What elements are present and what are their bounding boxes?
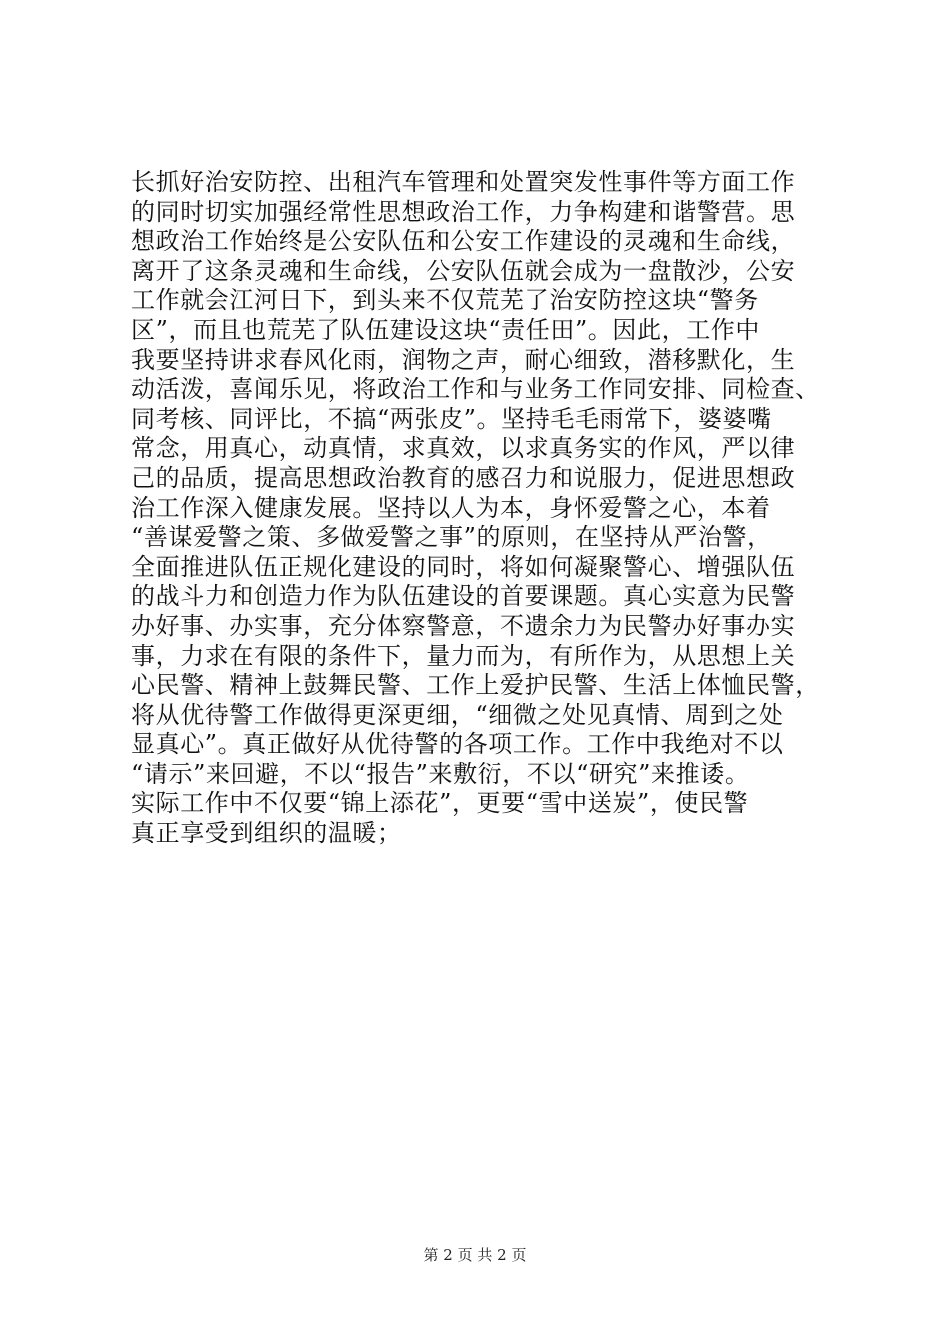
text-line: 办好事、办实事，充分体察警意，不遗余力为民警办好事办实	[131, 611, 796, 640]
text-line: 事，力求在有限的条件下，量力而为，有所作为，从思想上关	[131, 641, 796, 670]
text-line: 区”，而且也荒芜了队伍建设这块“责任田”。因此，工作中	[131, 315, 761, 344]
text-line: 长抓好治安防控、出租汽车管理和处置突发性事件等方面工作	[131, 168, 796, 196]
text-line: “请示”来回避，不以“报告”来敷衍，不以“研究”来推诿。	[131, 759, 750, 788]
page-number-label: 第 2 页 共 2 页	[423, 1246, 527, 1264]
text-line: “善谋爱警之策、多做爱警之事”的原则，在坚持从严治警，	[131, 523, 772, 552]
text-line: 离开了这条灵魂和生命线，公安队伍就会成为一盘散沙，公安	[131, 256, 796, 285]
text-line: 的同时切实加强经常性思想政治工作，力争构建和谐警营。思	[131, 197, 796, 226]
text-line: 的战斗力和创造力作为队伍建设的首要课题。真心实意为民警	[131, 582, 796, 611]
text-line: 想政治工作始终是公安队伍和公安工作建设的灵魂和生命线，	[131, 227, 796, 256]
text-line: 全面推进队伍正规化建设的同时，将如何凝聚警心、增强队伍	[131, 552, 796, 581]
body-paragraph	[131, 168, 831, 849]
text-line: 我要坚持讲求春风化雨，润物之声，耐心细致，潜移默化，生	[131, 345, 796, 374]
text-line: 显真心”。真正做好从优待警的各项工作。工作中我绝对不以	[131, 730, 784, 759]
text-line: 心民警、精神上鼓舞民警、工作上爱护民警、生活上体恤民警，	[131, 671, 820, 700]
text-line: 治工作深入健康发展。坚持以人为本，身怀爱警之心，本着	[131, 493, 771, 522]
text-line: 动活泼，喜闻乐见，将政治工作和与业务工作同安排、同检查、	[131, 375, 820, 404]
text-line: 己的品质，提高思想政治教育的感召力和说服力，促进思想政	[131, 463, 796, 492]
text-line: 常念，用真心，动真情，求真效，以求真务实的作风，严以律	[131, 434, 796, 463]
text-line: 实际工作中不仅要“锦上添花”，更要“雪中送炭”，使民警	[131, 789, 749, 818]
text-line: 真正享受到组织的温暖；	[131, 819, 402, 848]
text-line: 同考核、同评比，不搞“两张皮”。坚持毛毛雨常下，婆婆嘴	[131, 404, 772, 433]
text-line: 将从优待警工作做得更深更细，“细微之处见真情、周到之处	[131, 700, 784, 729]
text-line: 工作就会江河日下，到头来不仅荒芜了治安防控这块“警务	[131, 286, 759, 315]
page-footer	[0, 1244, 950, 1265]
